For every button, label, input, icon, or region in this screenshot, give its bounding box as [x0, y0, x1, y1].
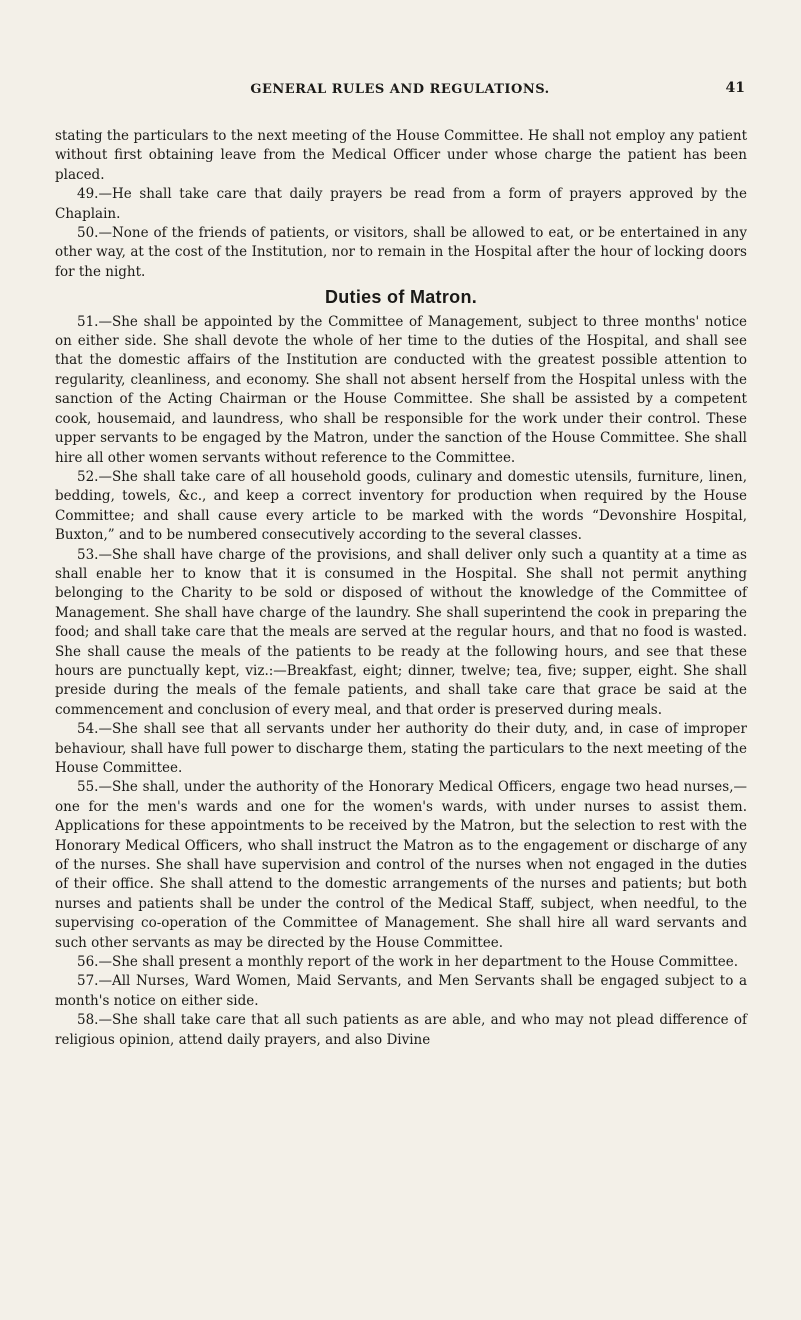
rule-49: 49.—He shall take care that daily prayers be read from a form of prayers approved by the Chaplain. [55, 186, 747, 222]
rule-50: 50.—None of the friends of patients, or visitors, shall be allowed to eat, or be entertained in any other way, at the cost of the Institution, nor to remain in the Hospital after the hour of locking doors for the night. [55, 225, 747, 280]
rule-53: 53.—She shall have charge of the provisions, and shall deliver only such a quantity at a time as shall enable her to know that it is consumed in the Hospital. She shall not permit anything belonging to the Charity to be sold or disposed of without the knowledge of the Committee of Management. She shall have charge of the laundry. She shall superintend the cook in preparing the food; and shall take care that the meals are served at the regular hours, and that no food is wasted. She shall cause the meals of the patients to be ready at the following hours, and see that these hours are punctually kept, viz.:—Breakfast, eight; dinner, twelve; tea, five; supper, eight. She shall preside during the meals of the female patients, and shall take care that grace be said at the commencement and conclusion of every meal, and that order is preserved during meals. [55, 546, 747, 718]
page-number: 41 [725, 80, 745, 96]
rule-51: 51.—She shall be appointed by the Committee of Management, subject to three months' notice on either side. She shall devote the whole of her time to the duties of the Hospital, and shall see that the domestic affairs of the Institution are conducted with the greatest possible attention to regularity, cleanliness, and economy. She shall not absent herself from the Hospital unless with the sanction of the Acting Chairman or the House Committee. She shall be assisted by a competent cook, housemaid, and laundress, who shall be responsible for the work under their control. These upper servants to be engaged by the Matron, under the sanction of the House Committee. She shall hire all other women servants without reference to the Committee. [55, 313, 747, 466]
body-text [55, 127, 747, 1050]
running-title: GENERAL RULES AND REGULATIONS. [250, 82, 550, 97]
rule-56: 56.—She shall present a monthly report of the work in her department to the House Committee. [77, 954, 739, 971]
rule-57: 57.—All Nurses, Ward Women, Maid Servants, and Men Servants shall be engaged subject to a month's notice on either side. [55, 973, 747, 1009]
rule-52: 52.—She shall take care of all household goods, culinary and domestic utensils, furniture, linen, bedding, towels, &c., and keep a correct inventory for production when required by the House Committee; and shall cause every article to be marked with the words “Devonshire Hospital, Buxton,” and to be numbered consecutively according to the several classes. [55, 468, 747, 544]
rule-54: 54.—She shall see that all servants under her authority do their duty, and, in case of improper behaviour, shall have full power to discharge them, stating the particulars to the next meeting of the House Committee. [55, 721, 747, 776]
rule-55: 55.—She shall, under the authority of the Honorary Medical Officers, engage two head nurses,—one for the men's wards and one for the women's wards, with under nurses to assist them. Applications for these appointments to be received by the Matron, but the selection to rest with the Honorary Medical Officers, who shall instruct the Matron as to the engagement or discharge of any of the nurses. She shall have supervision and control of the nurses when not engaged in the duties of their office. She shall attend to the domestic arrangements of the nurses and patients; but both nurses and patients shall be under the control of the Medical Staff, subject, when needful, to the supervising co-operation of the Committee of Management. She shall hire all ward servants and such other servants as may be directed by the House Committee. [55, 779, 747, 951]
continuation-paragraph: stating the particulars to the next meeting of the House Committee. He shall not employ any patient without first obtaining leave from the Medical Officer under whose charge the patient has been placed. [55, 128, 747, 183]
rule-58: 58.—She shall take care that all such patients as are able, and who may not plead difference of religious opinion, attend daily prayers, and also Divine [55, 1012, 747, 1048]
section-heading: Duties of Matron. [324, 287, 478, 308]
